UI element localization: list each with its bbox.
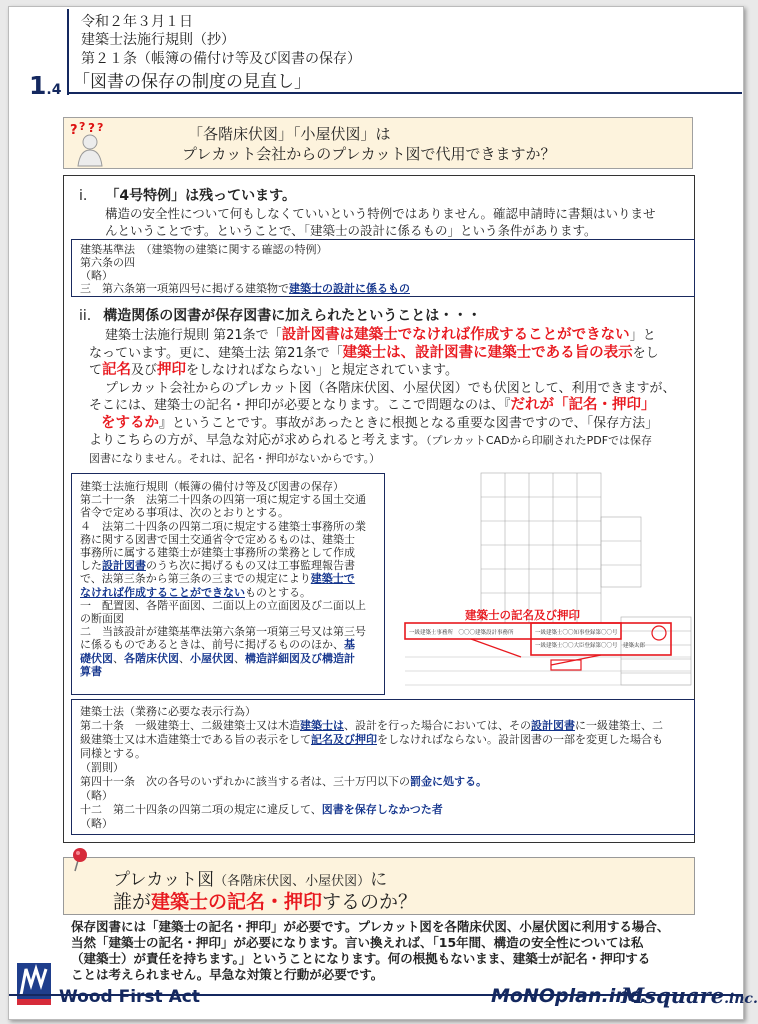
svg-text:?: ? [97,121,104,134]
page-title: 「図書の保存の制度の見直し」 [73,72,311,92]
section-number: 1.4 [29,71,62,100]
header-law: 建築士法施行規則（抄） [81,32,235,48]
section-i-heading: i. 「4号特例」は残っています。 [79,188,296,204]
svg-text:?: ? [79,120,86,133]
conclusion-line-1: プレカット図（各階床伏図、小屋伏図）に [113,870,388,890]
wood-first-logo-icon [17,963,51,1007]
footer-brand: Wood First Act [59,987,200,1007]
question-text: 「各階床伏図」「小屋伏図」は プレカット会社からのプレカット図で代用できますか？ [182,125,556,163]
header-date: 令和２年３月１日 [81,14,193,30]
svg-text:?: ? [88,121,95,135]
section-ii-heading: ii. 構造関係の図書が保存図書に加えられたということは・・・ [79,308,482,324]
law-box-architect-act: 建築士法（業務に必要な表示行為） 第二十条 一級建築士、二級建築士又は木造建築士は、設計を行った場合においては、その設計図書に一級建築士、二 級建築士又は木造建築士である旨の表示をして記名及び押印をしなければならない。設計図書の一部を変更した場合も 同様とする。 （罰則） 第四十一条 次の各号のいずれかに該当する者は、三十万円以下の罰金に処する。 （略） 十二 第二十四条の四第二項の規定に違反して、図書を保存しなかつた者 （略） [71,699,695,835]
stamp-office: 一級建築士事務所 〇〇〇建築設計事務所 [409,630,514,636]
law-box-building-standards: 建築基準法 （建築物の建築に関する確認の特例） 第六条の四 （略） 三 第六条第一項第四号に掲げる建築物で建築士の設計に係るもの [71,239,695,297]
header-article: 第２１条（帳簿の備付け等及び図書の保存） [81,51,361,67]
section-ii-paragraph: 建築士法施行規則 第21条で「設計図書は建築士でなければ作成することができない」と なっています。更に、建築士法 第21条で「建築士は、設計図書に建築士である旨の表示をし て記名及び押印をしなければならない」と規定されています。 プレカット会社からのプレカット図（各階床伏図、小屋伏図）でも伏図として、利用できますが、 そこには、建築士の記名・押印が必要となります。ここで問題なのは、『だれが「記名・押印」 をするか』ということです。事故があったときに根拠となる重要な図書ですので、「保存方法」 よりこちらの方が、早急な対応が求められると考えます。（プレカットCADから印刷されたPDFでは保存 図書になりません。それは、記名・押印がないからです。） [89,327,676,465]
svg-text:?: ? [70,123,78,138]
stamp-caption: 建築士の記名及び押印 [465,608,580,622]
conclusion-line-2: 誰が建築士の記名・押印するのか？ [113,891,418,913]
law-box-architect-rules: 建築士法施行規則（帳簿の備付け等及び図書の保存） 第二十一条 法第二十四条の四第一項に規定する国土交通 省令で定める事項は、次のとおりとする。 ４ 法第二十四条の四第二項に規定する建築士事務所の業 務に関する図書で国土交通省令で定めるものは、建築士 事務所に属する建築士が建築士事務所の業務として作成 した設計図書のうち次に掲げるもの又は工事監理報告書 で、法第三条から第三条の三までの規定により建築士で なければ作成することができないものとする。 一 配置図、各階平面図、二面以上の立面図及び二面以上 の断面図 二 当該設計が建築基準法第六条第一項第三号又は第三号 に係るものであるときは、前号に掲げるもののほか、基 礎伏図、各階床伏図、小屋伏図、構造詳細図及び構造計 算書 [71,473,385,695]
seal-mark [652,626,666,640]
header-divider-vertical [67,9,69,95]
stamp-registration-1: 一級建築士〇〇知事登録第〇〇号 [535,630,618,636]
question-box [63,117,693,169]
section-i-paragraph: 構造の安全性について何もしなくていいという特例ではありません。確認申請時に書類はいりませ んということです。ということで、「建築士の設計に係るもの」という条件があります。 [105,206,656,238]
document-page [8,6,758,1020]
footer-monoplan: MoNOplan.inc. [491,985,648,1007]
header-divider-horizontal [67,92,742,94]
precut-drawing-image [401,467,697,695]
conclusion-paragraph: 保存図書には「建築士の記名・押印」が必要です。プレカット図を各階床伏図、小屋伏図に利用する場合、 当然「建築士の記名・押印」が必要になります。言い換えれば、「15年間、構造の安全性については私 （建築士）が責任を持ちます。」ということになります。何の根拠もないまま、建築士が記名・押印する ことは考えられません。早急な対策と行動が必要です。 [71,919,670,982]
question-person-icon [68,120,114,166]
stamp-registration-2: 一級建築士〇〇大臣登録第〇〇号 建築太郎 [535,643,646,649]
pushpin-icon [69,847,89,871]
footer-msquare: Msquare.inc. [621,983,758,1008]
